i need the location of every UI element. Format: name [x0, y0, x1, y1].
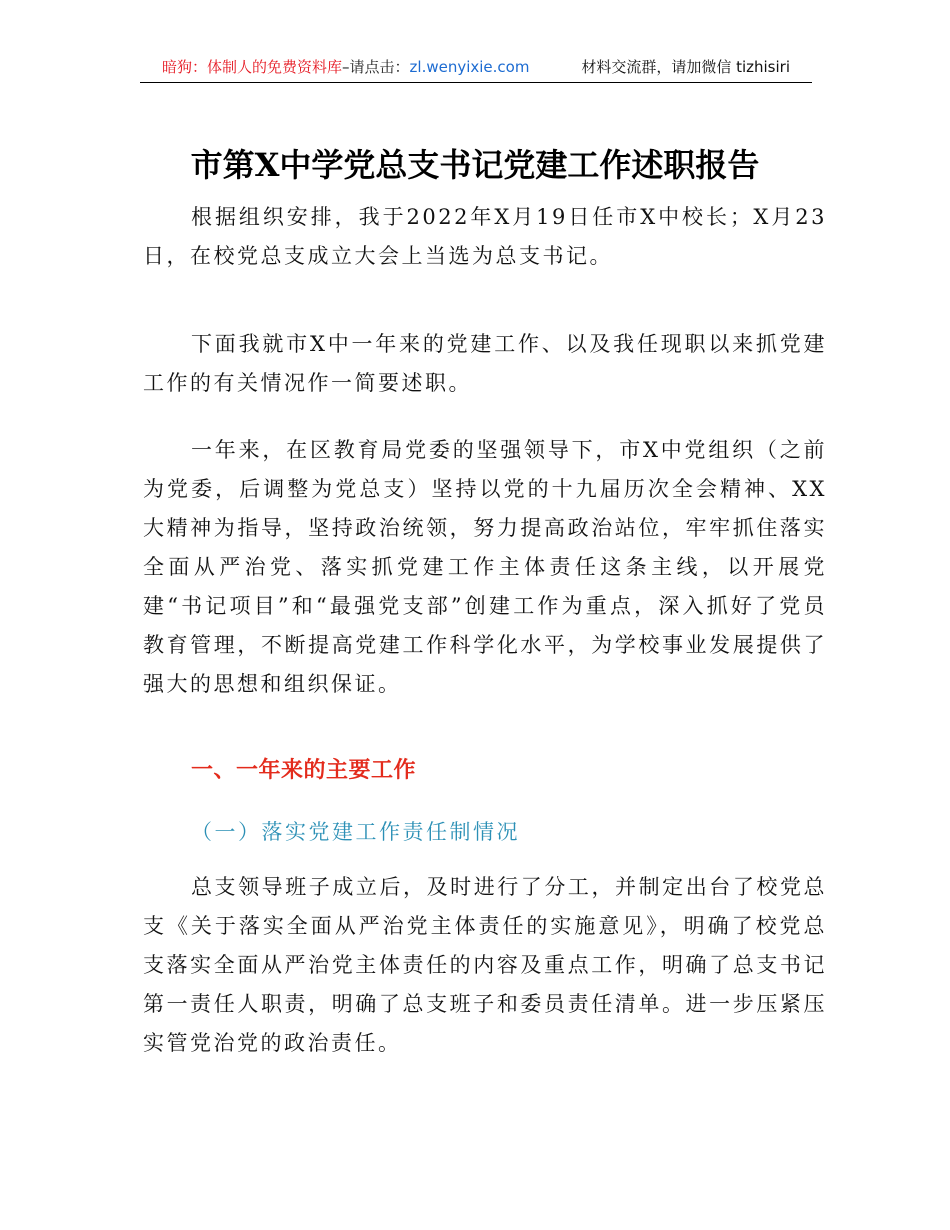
document-title: 市第X中学党总支书记党建工作述职报告 — [190, 146, 760, 184]
paragraph-intro: 下面我就市X中一年来的党建工作、以及我任现职以来抓党建工作的有关情况作一简要述职。 — [143, 332, 827, 395]
header-left — [162, 52, 529, 82]
subsection-heading-responsibility: （一）落实党建工作责任制情况 — [191, 820, 520, 844]
header-group-info: 材料交流群，请加微信 tizhisiri — [581, 58, 790, 76]
paragraph-overview: 一年来，在区教育局党委的坚强领导下，市X中党组织（之前为党委，后调整为党总支）坚持以党的十九届历次全会精神、XX大精神为指导，坚持政治统领，努力提高政治站位，牢牢抓住落实全面从严治党、落实抓党建工作主体责任这条主线，以开展党建“书记项目”和“最强党支部”创建工作为重点，深入抓好了党员教育管理，不断提高党建工作科学化水平，为学校事业发展提供了强大的思想和组织保证。 — [143, 438, 827, 696]
header-brand: 暗狗：体制人的免费资料库 — [162, 58, 343, 76]
paragraph-appointment: 根据组织安排，我于2022年X月19日任市X中校长；X月23日，在校党总支成立大会上当选为总支书记。 — [143, 205, 827, 268]
section-heading-main-work: 一、一年来的主要工作 — [191, 758, 417, 783]
page-header — [140, 52, 812, 83]
paragraph-responsibility: 总支领导班子成立后，及时进行了分工，并制定出台了校党总支《关于落实全面从严治党主体责任的实施意见》，明确了校党总支落实全面从严治党主体责任的内容及重点工作，明确了总支书记第一责任人职责，明确了总支班子和委员责任清单。进一步压紧压实管党治党的政治责任。 — [143, 875, 827, 1055]
header-url-link[interactable]: zl.wenyixie.com — [409, 58, 530, 76]
header-prompt: –请点击： — [342, 58, 410, 76]
